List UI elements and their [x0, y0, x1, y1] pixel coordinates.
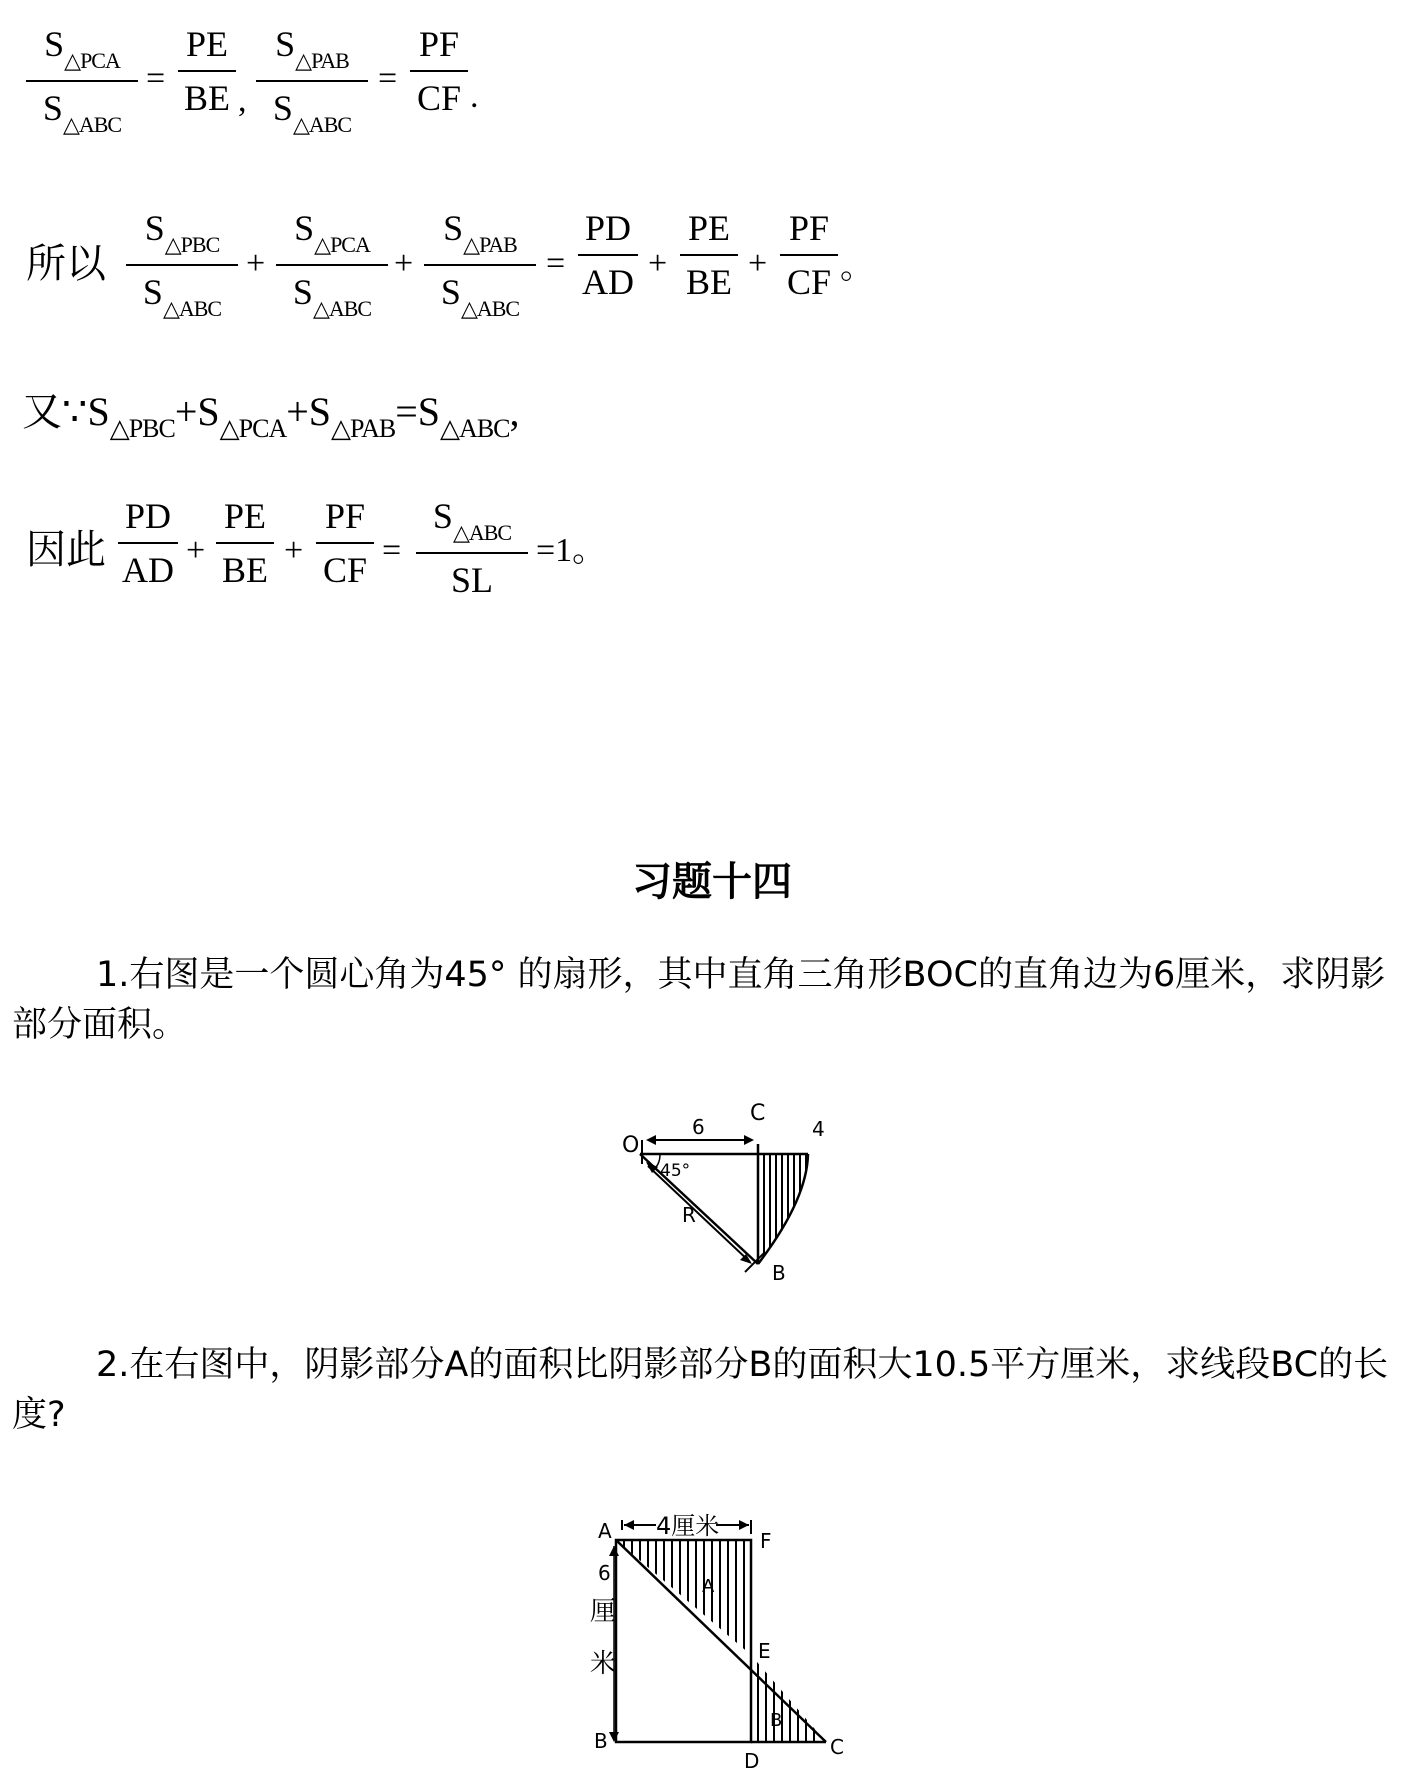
shaded-region-hatch — [764, 1150, 806, 1270]
label-o: O — [622, 1133, 640, 1158]
label-c: C — [830, 1735, 844, 1759]
equals-sign: = — [382, 532, 402, 569]
plus-sign: + — [284, 532, 304, 569]
section-title: 习题十四 — [632, 859, 792, 905]
shaded-a-hatch — [624, 1535, 744, 1660]
plus-sign: + — [748, 245, 768, 282]
label-left-li: 厘 — [590, 1597, 617, 1627]
label-shade-a: A — [702, 1576, 715, 1597]
label-top-4cm: 4厘米 — [656, 1512, 720, 1540]
rect-abdf — [616, 1540, 751, 1742]
problem-2-text: 2.在右图中，阴影部分A的面积比阴影部分B的面积大10.5平方厘米，求线段BC的长度? — [12, 1345, 1389, 1435]
label-45: 45° — [660, 1161, 691, 1181]
equals-one: =1。 — [536, 532, 607, 569]
fraction-pf-cf-2: PF CF — [780, 210, 838, 300]
plus-sign: + — [394, 245, 414, 282]
comma: , — [238, 82, 247, 119]
figure-rect-triangles — [576, 1490, 856, 1770]
segment-ob — [640, 1154, 758, 1264]
problem-1-text: 1.右图是一个圆心角为45° 的扇形，其中直角三角形BOC的直角边为6厘米，求阴影部分面积。 — [12, 955, 1386, 1045]
label-left-6: 6 — [598, 1561, 611, 1585]
equals-sign: = — [146, 60, 166, 97]
label-b: B — [594, 1729, 608, 1753]
fraction-pf-cf: PF CF — [410, 26, 468, 116]
full-stop: 。 — [840, 247, 874, 287]
plus-sign: + — [186, 532, 206, 569]
fraction-spab-sabc-2: $S_{\triangle PAB}$ $S_{\triangle ABC}$ — [424, 210, 536, 320]
label-left-mi: 米 — [590, 1649, 617, 1679]
therefore-label: 因此 — [26, 527, 106, 573]
label-c: C — [750, 1101, 766, 1126]
label-b: B — [772, 1261, 786, 1285]
label-r: R — [682, 1203, 696, 1227]
label-shade-b: B — [770, 1710, 783, 1731]
plus-sign: + — [648, 245, 668, 282]
period: . — [470, 78, 479, 115]
plus-sign: + — [246, 245, 266, 282]
label-d: D — [744, 1749, 760, 1770]
label-e: E — [758, 1639, 771, 1663]
fraction-spca-sabc-2: $S_{\triangle PCA}$ $S_{\triangle ABC}$ — [276, 210, 388, 320]
label-a: A — [598, 1519, 612, 1543]
label-6: 6 — [692, 1115, 705, 1139]
fraction-spca-sabc: $S_{\triangle PCA}$ $S_{\triangle ABC}$ — [26, 26, 138, 136]
label-4: 4 — [812, 1117, 825, 1141]
fraction-pe-be-2: PE BE — [680, 210, 738, 300]
figure-sector — [600, 1090, 840, 1290]
area-sum-equation: 又$\because S_{\triangle PBC}+S_{\triangle PCA}+S_{\triangle PAB}=S_{\triangle ABC}$, — [22, 389, 520, 443]
fraction-pe-be: PE BE — [178, 26, 236, 116]
so-label: 所以 — [26, 241, 106, 287]
fraction-pf-cf-3: PF CF — [316, 498, 374, 588]
shaded-b-hatch — [758, 1650, 814, 1746]
fraction-pd-ad-3: PD AD — [118, 498, 178, 588]
equals-sign: = — [546, 245, 566, 282]
fraction-spbc-sabc: $S_{\triangle PBC}$ $S_{\triangle ABC}$ — [126, 210, 238, 320]
fraction-spab-sabc: $S_{\triangle PAB}$ $S_{\triangle ABC}$ — [256, 26, 368, 136]
fraction-pe-be-3: PE BE — [216, 498, 274, 588]
fraction-sabc-sl: $S_{\triangle ABC}$ SL — [416, 498, 528, 598]
equals-sign: = — [378, 60, 398, 97]
fraction-pd-ad: PD AD — [578, 210, 638, 300]
label-f: F — [760, 1529, 772, 1553]
